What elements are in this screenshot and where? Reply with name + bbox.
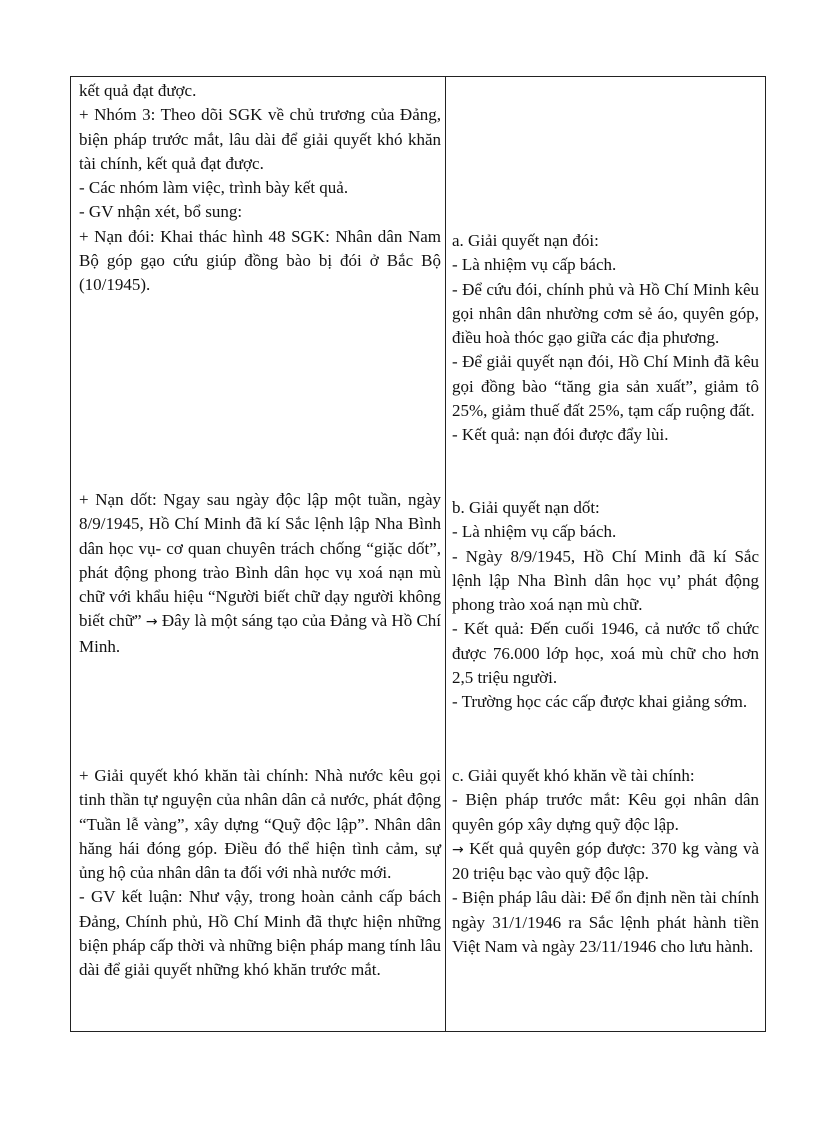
paragraph: - GV kết luận: Như vậy, trong hoàn cảnh cấp bách Đảng, Chính phủ, Hồ Chí Minh đã thực hiện những biện pháp cấp thời và những biện pháp mang tính lâu dài để giải quyết những khó khăn trước mắt. bbox=[79, 887, 441, 980]
paragraph: - Trường học các cấp được khai giảng sớm. bbox=[452, 692, 748, 712]
paragraph: - Biện pháp trước mắt: Kêu gọi nhân dân quyên góp xây dựng quỹ độc lập. bbox=[452, 790, 759, 834]
paragraph: b. Giải quyết nạn dốt: bbox=[452, 498, 600, 517]
paragraph: - Biện pháp lâu dài: Để ổn định nền tài chính ngày 31/1/1946 ra Sắc lệnh phát hành tiền Việt Nam và ngày 23/11/1946 cho lưu hành. bbox=[452, 888, 759, 957]
knowledge-content-column bbox=[446, 77, 765, 1031]
paragraph: - Là nhiệm vụ cấp bách. bbox=[452, 522, 617, 542]
paragraph: - Kết quả: nạn đói được đẩy lùi. bbox=[452, 425, 669, 445]
paragraph: + Nhóm 3: Theo dõi SGK về chủ trương của Đảng, biện pháp trước mắt, lâu dài để giải quyết khó khăn tài chính, kết quả đạt được. bbox=[79, 105, 441, 173]
paragraph: - Ngày 8/9/1945, Hồ Chí Minh đã kí Sắc lệnh lập Nha Bình dân học vụ’ phát động phong trào xoá nạn mù chữ. bbox=[452, 546, 759, 615]
finance-content-block bbox=[452, 764, 759, 959]
paragraph bbox=[79, 488, 441, 659]
arrow-right-icon: → bbox=[452, 841, 464, 858]
illiteracy-conclusion: Đây là một sáng tạo của Đảng và Hồ Chí Minh. bbox=[79, 611, 442, 656]
group-3-and-famine-block bbox=[79, 79, 441, 298]
finance-activity-block bbox=[79, 764, 441, 983]
teacher-student-activities-column bbox=[71, 77, 446, 1031]
paragraph: a. Giải quyết nạn đói: bbox=[452, 231, 599, 250]
illiteracy-text: + Nạn dốt: Ngay sau ngày độc lập một tuần, ngày 8/9/1945, Hồ Chí Minh đã kí Sắc lệnh lập Nha Bình dân học vụ- cơ quan chuyên trách chống “giặc dốt”, phát động phong trào Bình dân học vụ xoá nạn mù chữ với khẩu hiệu “Người biết chữ dạy người không biết chữ” bbox=[79, 490, 441, 631]
paragraph: kết quả đạt được. bbox=[79, 81, 197, 100]
arrow-right-icon: → bbox=[145, 614, 158, 631]
paragraph: - Để cứu đói, chính phủ và Hồ Chí Minh kêu gọi nhân dân nhường cơm sẻ áo, quyên góp, điều hoà thóc gạo giữa các địa phương. bbox=[452, 279, 759, 348]
illiteracy-content-block bbox=[452, 496, 759, 715]
paragraph: c. Giải quyết khó khăn về tài chính: bbox=[452, 766, 695, 785]
paragraph: - Là nhiệm vụ cấp bách. bbox=[452, 255, 617, 275]
illiteracy-activity-block bbox=[79, 488, 441, 659]
famine-content-block bbox=[452, 229, 759, 448]
paragraph: - GV nhận xét, bổ sung: bbox=[79, 202, 243, 222]
paragraph: + Giải quyết khó khăn tài chính: Nhà nước kêu gọi tinh thần tự nguyện của nhân dân cả nước, phát động “Tuần lễ vàng”, xây dựng “Quỹ độc lập”. Nhân dân hăng hái đóng góp. Điều đó thể hiện tình cảm, sự ủng hộ của nhân dân ta đối với nhà nước mới. bbox=[79, 766, 441, 883]
paragraph: - Để giải quyết nạn đói, Hồ Chí Minh đã kêu gọi đồng bào “tăng gia sản xuất”, giảm tô 25%, giảm thuế đất 25%, tạm cấp ruộng đất. bbox=[452, 352, 759, 421]
finance-result: Kết quả quyên góp được: 370 kg vàng và 20 triệu bạc vào quỹ độc lập. bbox=[452, 838, 759, 884]
lesson-table bbox=[70, 76, 766, 1032]
paragraph bbox=[452, 837, 759, 887]
paragraph: - Các nhóm làm việc, trình bày kết quả. bbox=[79, 178, 349, 198]
paragraph: - Kết quả: Đến cuối 1946, cả nước tổ chức được 76.000 lớp học, xoá mù chữ cho hơn 2,5 triệu người. bbox=[452, 619, 759, 688]
paragraph: + Nạn đói: Khai thác hình 48 SGK: Nhân dân Nam Bộ góp gạo cứu giúp đồng bào bị đói ở Bắc Bộ (10/1945). bbox=[79, 226, 441, 295]
